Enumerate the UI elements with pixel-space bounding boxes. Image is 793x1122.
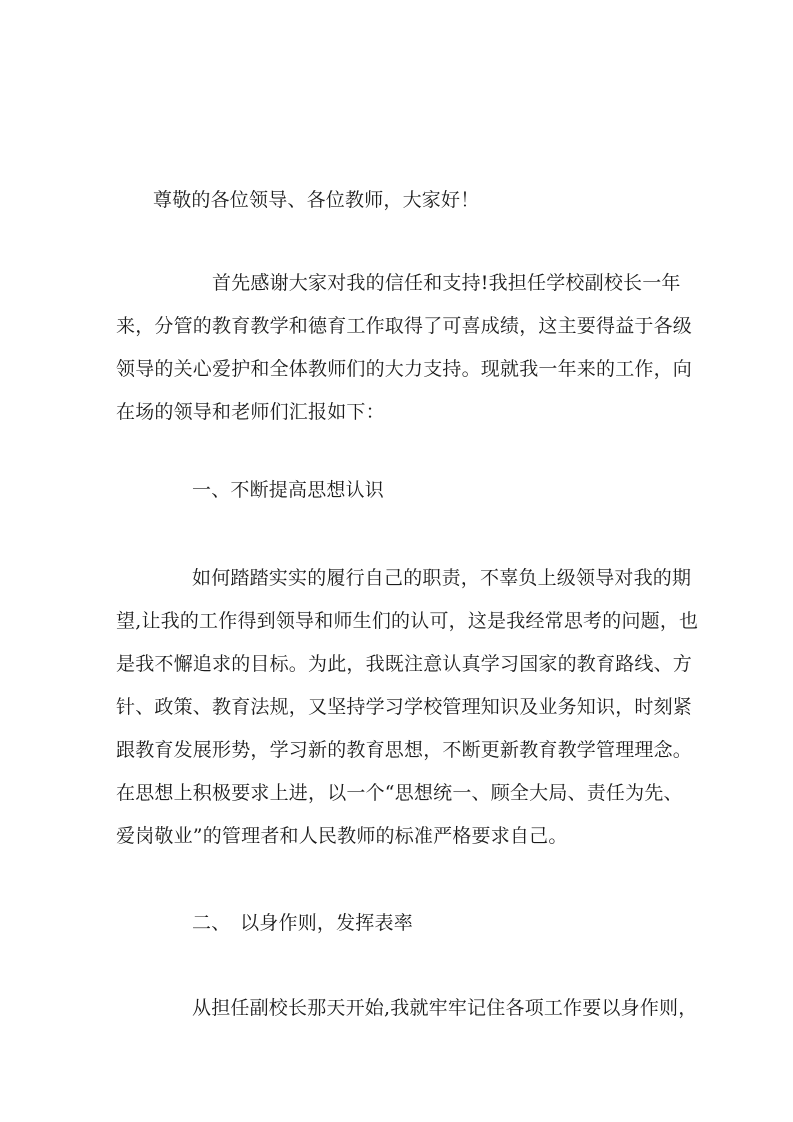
paragraph2-line: 爱岗敬业”的管理者和人民教师的标准严格要求自己。 xyxy=(116,825,568,847)
paragraph2-line: 如何踏踏实实的履行自己的职责，不辜负上级领导对我的期 xyxy=(192,567,692,589)
paragraph1-line: 来，分管的教育教学和德育工作取得了可喜成绩，这主要得益于各级 xyxy=(116,315,693,337)
paragraph1-line: 首先感谢大家对我的信任和支持!我担任学校副校长一年 xyxy=(212,272,681,294)
paragraph1-line: 领导的关心爱护和全体教师们的大力支持。现就我一年来的工作，向 xyxy=(116,358,693,380)
paragraph3-line: 从担任副校长那天开始,我就牢牢记住各项工作要以身作则， xyxy=(192,997,698,1019)
paragraph2-line: 跟教育发展形势，学习新的教育思想，不断更新教育教学管理理念。 xyxy=(116,739,693,761)
section-heading-1: 一、不断提高思想认识 xyxy=(192,479,385,501)
paragraph2-line: 在思想上积极要求上进，以一个“思想统一、顾全大局、责任为先、 xyxy=(116,782,683,804)
paragraph2-line: 望,让我的工作得到领导和师生们的认可，这是我经常思考的问题，也 xyxy=(116,610,699,632)
paragraph1-line: 在场的领导和老师们汇报如下： xyxy=(116,401,385,423)
paragraph2-line: 针、政策、教育法规，又坚持学习学校管理知识及业务知识，时刻紧 xyxy=(116,696,693,718)
paragraph2-line: 是我不懈追求的目标。为此，我既注意认真学习国家的教育路线、方 xyxy=(116,653,693,675)
section-heading-2: 二、 以身作则，发挥表率 xyxy=(192,912,413,934)
greeting: 尊敬的各位领导、各位教师，大家好！ xyxy=(153,189,480,211)
